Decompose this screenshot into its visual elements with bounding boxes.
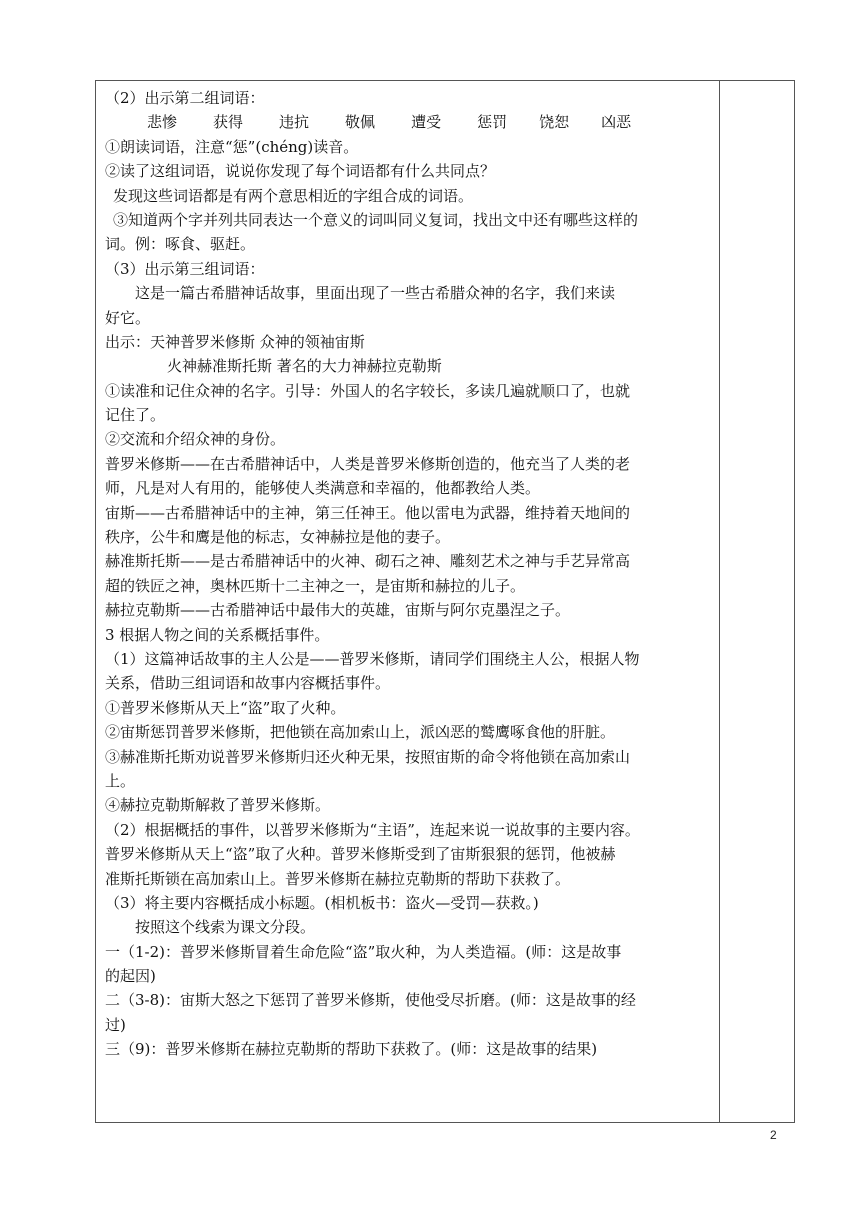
text-line: 关系，借助三组词语和故事内容概括事件。 (105, 674, 391, 693)
text-line: 按照这个线索为课文分段。 (135, 918, 316, 937)
text-line: 超的铁匠之神，奥林匹斯十二主神之一，是宙斯和赫拉的儿子。 (105, 576, 526, 595)
text-line: 的起因) (105, 967, 156, 986)
text-line: 普罗米修斯从天上“盗”取了火种。普罗米修斯受到了宙斯狠狠的惩罚，他被赫 (105, 845, 616, 864)
text-line: （3）出示第三组词语： (105, 259, 265, 278)
text-line: ①朗读词语，注意“惩”(chéng)读音。 (105, 137, 359, 156)
text-line: ③赫准斯托斯劝说普罗米修斯归还火种无果，按照宙斯的命令将他锁在高加索山 (105, 747, 631, 766)
text-line: 普罗米修斯——在古希腊神话中，人类是普罗米修斯创造的，他充当了人类的老 (105, 454, 631, 473)
text-line: ②宙斯惩罚普罗米修斯，把他锁在高加索山上，派凶恶的鹫鹰啄食他的肝脏。 (105, 723, 616, 742)
text-line: 好它。 (105, 308, 151, 327)
vocab-word: 悲惨 (147, 113, 178, 132)
text-line: 火神赫准斯托斯 著名的大力神赫拉克勒斯 (167, 357, 442, 376)
text-line: 词。例：啄食、驱赶。 (105, 235, 256, 254)
text-line: 3 根据人物之间的关系概括事件。 (105, 625, 330, 644)
text-line: 上。 (105, 771, 136, 790)
text-line: （2）根据概括的事件，以普罗米修斯为“主语”，连起来说一说故事的主要内容。 (105, 820, 640, 839)
text-line: 赫准斯托斯——是古希腊神话中的火神、砌石之神、雕刻艺术之神与手艺异常高 (105, 552, 631, 571)
text-line: 一（1-2)：普罗米修斯冒着生命危险“盗”取火种，为人类造福。(师：这是故事 (105, 942, 622, 961)
text-line: 出示：天神普罗米修斯 众神的领袖宙斯 (105, 332, 365, 351)
vocab-word: 凶恶 (601, 113, 632, 132)
vocab-word: 获得 (213, 113, 244, 132)
text-line: 过) (105, 1015, 126, 1034)
vocab-word: 饶恕 (539, 113, 570, 132)
text-line: 准斯托斯锁在高加索山上。普罗米修斯在赫拉克勒斯的帮助下获救了。 (105, 869, 571, 888)
lesson-table (95, 80, 795, 1123)
text-line: 赫拉克勒斯——古希腊神话中最伟大的英雄，宙斯与阿尔克墨涅之子。 (105, 601, 571, 620)
text-line: （2）出示第二组词语： (105, 89, 265, 107)
text-line: ①读准和记住众神的名字。引导：外国人的名字较长，多读几遍就顺口了，也就 (105, 381, 631, 400)
text-line: ③知道两个字并列共同表达一个意义的词叫同义复词，找出文中还有哪些这样的 (113, 210, 639, 229)
text-line: 师，凡是对人有用的，能够使人类满意和幸福的，他都教给人类。 (105, 479, 541, 498)
vocab-word: 惩罚 (477, 113, 508, 132)
column-divider (719, 81, 720, 1122)
text-line: 发现这些词语都是有两个意思相近的字组合成的词语。 (113, 186, 474, 205)
text-line: 宙斯——古希腊神话中的主神，第三任神王。他以雷电为武器，维持着天地间的 (105, 503, 631, 522)
text-line (105, 110, 717, 134)
page-number: 2 (770, 1128, 777, 1142)
text-line: 记住了。 (105, 406, 166, 425)
text-line: 秩序，公牛和鹰是他的标志，女神赫拉是他的妻子。 (105, 528, 451, 547)
vocab-word: 敬佩 (345, 113, 376, 132)
text-line: 三（9)：普罗米修斯在赫拉克勒斯的帮助下获救了。(师：这是故事的结果) (105, 1040, 598, 1059)
text-line: （3）将主要内容概括成小标题。(相机板书：盗火—受罚—获救。) (105, 893, 539, 912)
lesson-content-cell (105, 86, 717, 1062)
text-line: ②读了这组词语，说说你发现了每个词语都有什么共同点？ (105, 162, 496, 181)
text-line: ①普罗米修斯从天上“盗”取了火种。 (105, 698, 346, 717)
text-line: ②交流和介绍众神的身份。 (105, 430, 286, 449)
vocab-word: 违抗 (279, 113, 310, 132)
text-line: ④赫拉克勒斯解救了普罗米修斯。 (105, 796, 331, 815)
text-line: （1）这篇神话故事的主人公是——普罗米修斯，请同学们围绕主人公，根据人物 (105, 649, 640, 668)
text-line: 二（3-8)：宙斯大怒之下惩罚了普罗米修斯，使他受尽折磨。(师：这是故事的经 (105, 991, 636, 1010)
vocab-word: 遭受 (411, 113, 442, 132)
text-line: 这是一篇古希腊神话故事，里面出现了一些古希腊众神的名字，我们来读 (135, 284, 616, 303)
